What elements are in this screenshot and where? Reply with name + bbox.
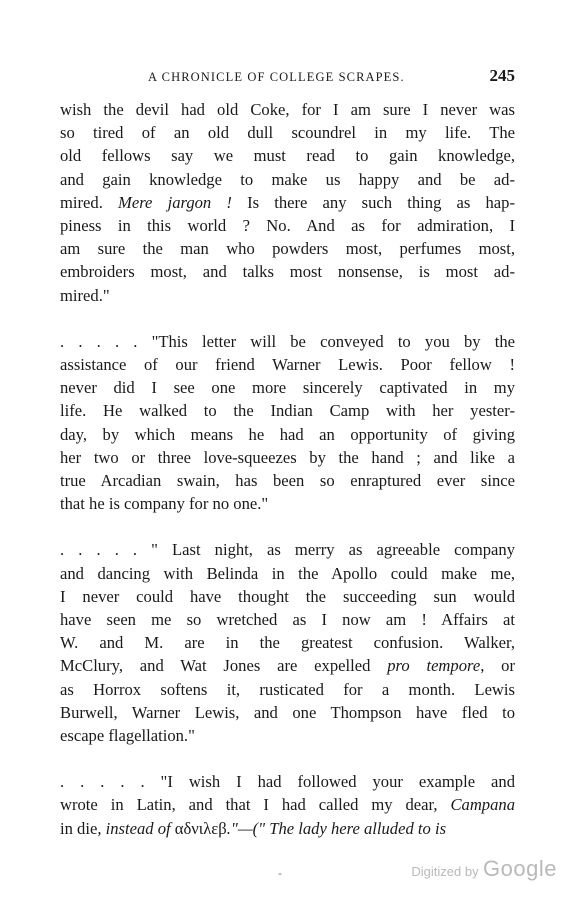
text-line: mired. Mere jargon ! Is there any such thing as hap-: [60, 192, 515, 212]
italic-text: , instead of: [97, 818, 175, 838]
text-line: in die, instead of αδνιλεβ."—(" The lady here alluded to is: [60, 818, 447, 838]
text-line: have seen me so wretched as I now am ! Affairs at: [60, 610, 515, 630]
italic-text: Campana: [450, 795, 515, 815]
text-line: . . . . . " Last night, as merry as agreeable company: [60, 540, 515, 560]
text-line: her two or three love-squeezes by the hand ; and like a: [60, 447, 515, 467]
text-line: true Arcadian swain, has been so enraptured ever since: [60, 471, 515, 491]
italic-text: Mere jargon !: [118, 192, 232, 212]
italic-text: ."—(" The lady here alluded to is: [226, 818, 447, 838]
text-line: Burwell, Warner Lewis, and one Thompson have fled to: [60, 702, 515, 722]
text-line: . . . . . "I wish I had followed your example and: [60, 772, 515, 792]
text-line: wish the devil had old Coke, for I am sure I never was: [60, 100, 515, 119]
page-number: 245: [489, 66, 515, 85]
text-line: wrote in Latin, and that I had called my dear, Campana: [60, 795, 515, 815]
running-title: A CHRONICLE OF COLLEGE SCRAPES.: [148, 70, 405, 84]
text-line: old fellows say we must read to gain knowledge,: [60, 146, 515, 166]
text-line: escape flagellation.": [60, 726, 195, 746]
text-line: day, by which means he had an opportunity of giving: [60, 424, 515, 444]
text-line: mired.": [60, 285, 110, 305]
digitized-by-google-watermark: [411, 856, 557, 882]
digitized-by-label: Digitized by: [411, 864, 479, 879]
text-line: and dancing with Belinda in the Apollo could make me,: [60, 563, 515, 583]
text-line: am sure the man who powders most, perfumes most,: [60, 239, 515, 259]
paragraph: [60, 330, 515, 516]
text-line: embroiders most, and talks most nonsense, is most ad-: [60, 262, 515, 282]
text-line: as Horrox softens it, rusticated for a month. Lewis: [60, 679, 515, 699]
italic-text: pro tempore: [387, 656, 481, 676]
bottom-mark: -: [278, 866, 282, 880]
text-line: assistance of our friend Warner Lewis. Poor fellow !: [60, 355, 515, 375]
text-line: so tired of an old dull scoundrel in my life. The: [60, 123, 515, 143]
text-line: never did I see one more sincerely captivated in my: [60, 378, 515, 398]
paragraph: [60, 538, 515, 747]
text-line: W. and M. are in the greatest confusion. Walker,: [60, 633, 515, 653]
text-line: . . . . . "This letter will be conveyed to you by the: [60, 331, 515, 351]
text-line: McClury, and Wat Jones are expelled pro tempore, or: [60, 656, 516, 676]
text-line: and gain knowledge to make us happy and be ad-: [60, 169, 515, 189]
text-line: that he is company for no one.": [60, 494, 269, 514]
text-line: I never could have thought the succeeding sun would: [60, 586, 515, 606]
paragraph: [60, 98, 515, 307]
google-logo: Google: [483, 856, 557, 881]
text-line: life. He walked to the Indian Camp with her yester-: [60, 401, 515, 421]
running-header: [60, 66, 515, 88]
text-line: piness in this world ? No. And as for admiration, I: [60, 216, 515, 236]
paragraph: [60, 770, 515, 840]
body-text: [60, 98, 515, 840]
